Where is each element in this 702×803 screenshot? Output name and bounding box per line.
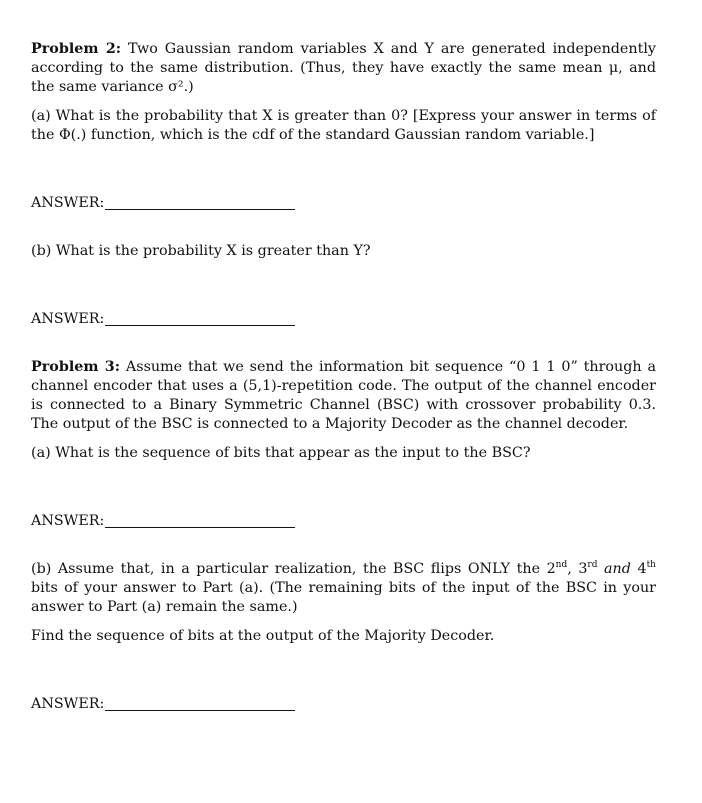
problem2-part-a: (a) What is the probability that X is greater than 0? [Express your answer in terms of the Φ(.) function, which is the cdf of the standard Gaussian random variable.] [31,108,656,143]
answer-line [105,526,295,528]
answer-label: ANSWER: [31,696,105,712]
answer-field[interactable] [31,512,656,531]
answer-line [105,709,295,711]
answer-label: ANSWER: [31,311,105,327]
problem2-intro [31,40,656,97]
part-b-text: (b) Assume that, in a particular realization, the BSC flips ONLY the [31,561,541,577]
answer-field[interactable] [31,695,656,714]
problem3-intro [31,358,656,434]
answer-line [105,208,295,210]
problem3-heading: Problem 3: [31,359,121,375]
answer-field[interactable] [31,310,656,329]
problem3-part-b-find: Find the sequence of bits at the output of the Majority Decoder. [31,628,495,644]
ordinal-suffix: th [646,560,656,571]
document-page [31,40,656,714]
comma: , [567,561,572,577]
ordinal-suffix: nd [555,560,568,571]
problem2-intro-text: Two Gaussian random variables X and Y are generated independently according to the same distribution. (Thus, they have exactly the same mean μ, and the same variance σ².) [31,41,656,95]
problem3-part-a: (a) What is the sequence of bits that appear as the input to the BSC? [31,445,531,461]
problem3-intro-text: Assume that we send the information bit sequence “0 1 1 0” through a channel encoder that uses a (5,1)-repetition code. The output of the channel encoder is connected to a Binary Symmetric Channel (BSC) with crossover probability 0.3. The output of the BSC is connected to a Majority Decoder as the channel decoder. [31,359,657,432]
answer-label: ANSWER: [31,513,105,529]
answer-line [105,324,295,326]
part-b-text: bits of your answer to Part (a). (The remaining bits of the input of the BSC in your answer to Part (a) remain the same.) [31,580,656,615]
and-word: and [604,561,631,577]
problem2-heading: Problem 2: [31,41,122,57]
ordinal-suffix: rd [587,560,598,571]
ordinal-number: 4 [637,561,647,577]
answer-label: ANSWER: [31,195,105,211]
problem2-part-b: (b) What is the probability X is greater than Y? [31,243,371,259]
answer-field[interactable] [31,194,656,213]
problem3-part-b [31,560,656,617]
ordinal-number: 2 [546,561,556,577]
ordinal-number: 3 [578,561,588,577]
